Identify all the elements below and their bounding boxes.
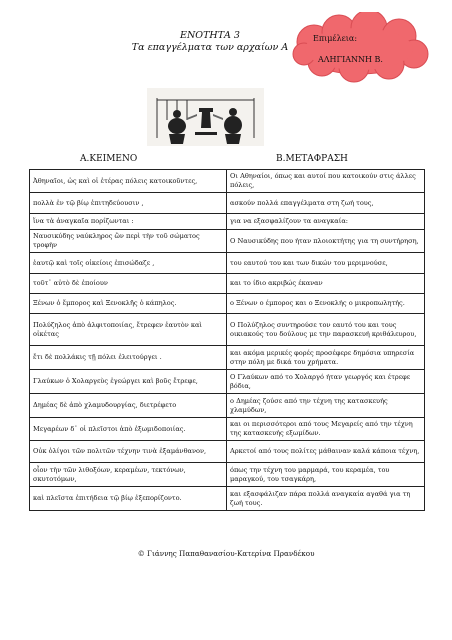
translation-cell: ο Ξένων ο έμπορος και ο Ξενοκλής ο μικροπωλητής. (227, 294, 425, 314)
translation-cell: Ο Ναυσικύδης που ήταν πλοιοκτήτης για τη συντήρηση, (227, 230, 425, 253)
ancient-text-cell: Δημέας δὲ ἀπὸ χλαμυδουργίας, διετρέφετο (30, 394, 227, 418)
title-line-topic: Τα επαγγέλματα των αρχαίων Α (131, 42, 289, 53)
table-row (30, 463, 425, 487)
ancient-text-cell: ἑαυτῷ καὶ τοῖς οἰκείοις ἐπισώδαζε , (30, 253, 227, 274)
ancient-text-cell: οἷον τὴν τῶν λιθοξόων, κεραμέων, τεκτόνων, σκυτοτόμων, (30, 463, 227, 487)
translation-cell: Αρκετοί από τους πολίτες μάθαιναν καλά κάποια τέχνη, (227, 441, 425, 463)
table-row (30, 214, 425, 230)
ancient-text-cell: Ναυσικύδης ναύκληρος ὢν περὶ τὴν τοῦ σώματος τροφὴν (30, 230, 227, 253)
table-row (30, 394, 425, 418)
translation-cell: του εαυτού του και των δικών του μεριμνούσε, (227, 253, 425, 274)
table-row (30, 314, 425, 346)
ancient-text-cell: Πολύζηλος ἀπὸ ἀλφιτοποιίας, ἔτρεφεν ἑαυτὸν καὶ οἰκέτας (30, 314, 227, 346)
table-row (30, 274, 425, 294)
translation-cell: Ο Πολύζηλος συντηρούσε τον εαυτό του και τους οικιακούς του δούλους με την παρασκευή κριθάλευρου, (227, 314, 425, 346)
table-row (30, 230, 425, 253)
translation-cell: ο Δημέας ζούσε από την τέχνη της κατασκευής χλαμύδων, (227, 394, 425, 418)
ancient-text-cell: Ἀθηναῖοι, ὡς καὶ οἱ ἑτέρας πόλεις κατοικοῦντες, (30, 170, 227, 193)
table-row (30, 370, 425, 394)
translation-cell: όπως την τέχνη του μαρμαρά, του κεραμέα, του μαραγκού, του τσαγκάρη, (227, 463, 425, 487)
ancient-text-cell: τοῦτ᾽ αὐτὸ δὲ ἐποίουν (30, 274, 227, 294)
translation-cell: ασκούν πολλά επαγγέλματα στη ζωή τους, (227, 193, 425, 214)
translation-cell: Οι Αθηναίοι, όπως και αυτοί που κατοικούν στις άλλες πόλεις, (227, 170, 425, 193)
title-line-unit: ΕΝΟΤΗΤΑ 3 (180, 30, 240, 41)
ancient-text-cell: ἔτι δὲ πολλάκις τῇ πόλει ἐλειτούργει . (30, 346, 227, 370)
ancient-text-cell: Γλαύκων ὁ Χολαργεὺς ἐγεώργει καὶ βοῦς ἔτρεφε, (30, 370, 227, 394)
ancient-text-cell: Οὐκ ὀλίγοι τῶν πολιτῶν τέχνην τινὰ ἐξαμάνθανον, (30, 441, 227, 463)
ancient-text-cell: πολλὰ ἐν τῷ βίῳ ἐπιτηδεύουσιν , (30, 193, 227, 214)
ancient-text-cell: ἵνα τὰ ἀναγκαῖα πορίζωνται : (30, 214, 227, 230)
translation-cell: και εξασφάλιζαν πάρα πολλά αναγκαία αγαθά για τη ζωή τους. (227, 487, 425, 511)
table-row (30, 487, 425, 511)
author-cloud-bubble (284, 12, 434, 84)
vase-painting-image (147, 88, 264, 146)
bubble-label: Επιμέλεια: (313, 34, 358, 43)
document-title (110, 30, 310, 54)
translation-cell: και το ίδιο ακριβώς έκαναν (227, 274, 425, 294)
column-header-text: Α.ΚΕΙΜΕΝΟ (80, 154, 138, 164)
translation-cell: και ακόμα μερικές φορές προσέφερε δημόσια υπηρεσία στην πόλη με δικά του χρήματα. (227, 346, 425, 370)
translation-cell: Ο Γλαύκων από το Χολαργό ήταν γεωργός και έτρεφε βόδια, (227, 370, 425, 394)
table-row (30, 253, 425, 274)
bubble-author: ΑΛΗΓΙΑΝΝΗ Β. (318, 55, 383, 64)
column-header-translation: Β.ΜΕΤΑΦΡΑΣΗ (276, 154, 348, 164)
ancient-text-cell: καὶ πλεῖστα ἐπιτήδεια τῷ βίῳ ἐξεπορίζοντο. (30, 487, 227, 511)
ancient-text-cell: Μεγαρέων δ᾽ οἱ πλεῖστοι ἀπὸ ἐξωμιδοποιίας. (30, 418, 227, 441)
table-row (30, 193, 425, 214)
translation-cell: για να εξασφαλίζουν τα αναγκαία: (227, 214, 425, 230)
table-row (30, 294, 425, 314)
translation-cell: και οι περισσότεροι από τους Μεγαρείς από την τέχνη της κατασκευής εξωμίδων. (227, 418, 425, 441)
table-row (30, 346, 425, 370)
table-row (30, 418, 425, 441)
copyright-footer: © Γιάννης Παπαθανασίου-Κατερίνα Πρανδέκου (137, 549, 315, 558)
text-translation-table (29, 169, 425, 511)
table-row (30, 441, 425, 463)
ancient-text-cell: Ξένων ὁ ἔμπορος καὶ Ξενοκλῆς ὁ κάπηλος. (30, 294, 227, 314)
table-row (30, 170, 425, 193)
